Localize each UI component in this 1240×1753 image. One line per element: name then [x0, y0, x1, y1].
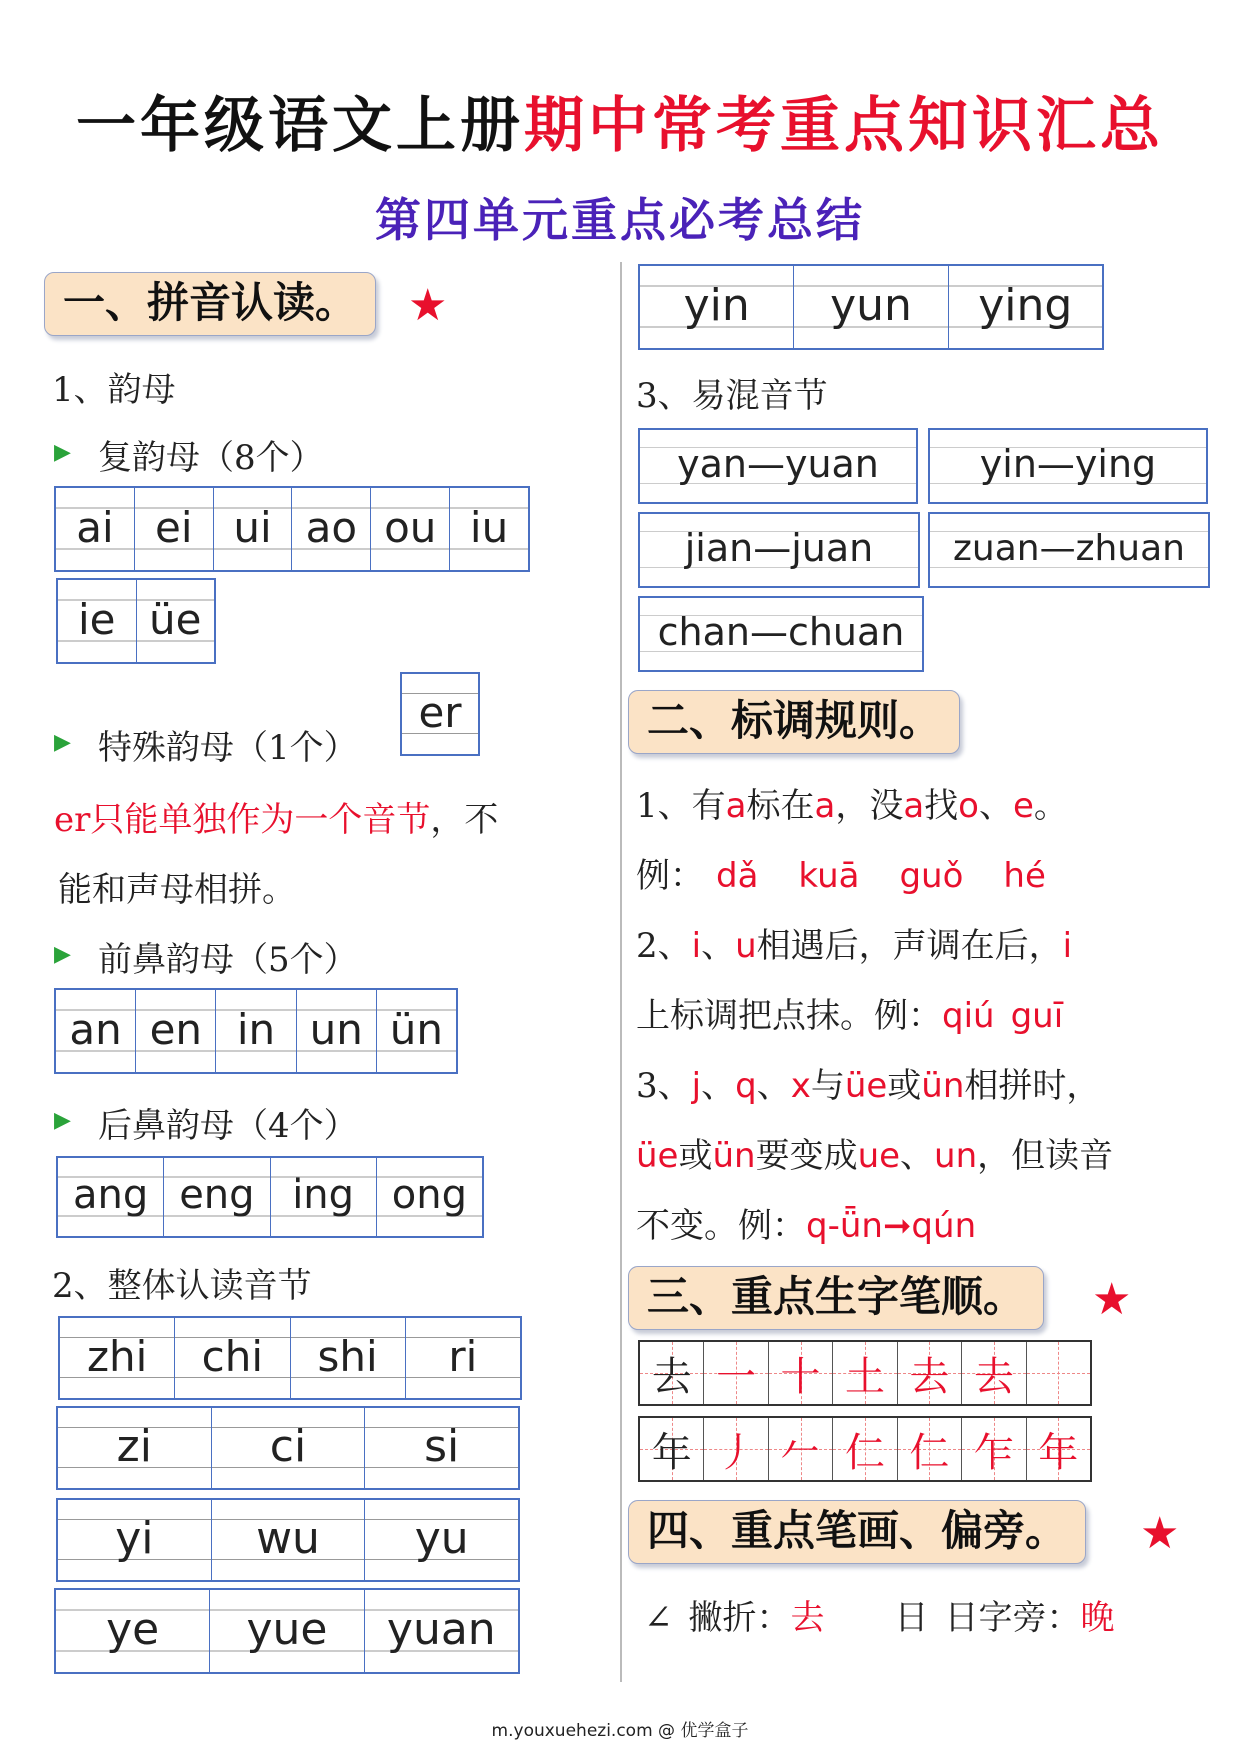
text: 日字旁：: [944, 1598, 1081, 1638]
pinyin-text: ri: [448, 1331, 478, 1381]
pinyin-text: si: [424, 1420, 460, 1472]
pinyin-text: ün: [389, 1004, 444, 1054]
pinyin-text: yue: [246, 1603, 328, 1655]
yihun-box: [928, 512, 1210, 588]
text: ue: [857, 1136, 901, 1176]
pinyin-cell: [58, 1408, 212, 1488]
star-icon: ★: [1140, 1508, 1180, 1559]
pinyin-cell: [175, 1318, 290, 1398]
star-icon: ★: [1092, 1274, 1132, 1325]
text: j: [691, 1066, 702, 1106]
fu-yunmu-row1: [54, 486, 530, 572]
grid-cell: [962, 1418, 1026, 1480]
pinyin-cell: [214, 488, 293, 570]
grid-cell: [640, 1418, 704, 1480]
text: 、: [701, 1066, 736, 1106]
pinyin-text: in: [236, 1004, 276, 1054]
text: 相拼时，: [964, 1066, 1101, 1106]
bishun-grid-nian: [638, 1416, 1092, 1482]
text: 不变。例：: [636, 1206, 806, 1246]
pinyin-text: ai: [76, 502, 114, 552]
pinyin-text: yin—ying: [979, 442, 1157, 486]
pinyin-cell: [212, 1408, 366, 1488]
text: qiú: [942, 996, 995, 1036]
character: 土: [844, 1353, 885, 1400]
grid-cell: [1027, 1342, 1090, 1404]
pinyin-text: ao: [305, 502, 358, 552]
rule-3-line3: [636, 1198, 976, 1247]
pinyin-text: chan—chuan: [657, 610, 905, 654]
text: hé: [1003, 856, 1046, 896]
zhengti-row2: [56, 1406, 520, 1490]
pinyin-cell: [297, 990, 377, 1072]
pinyin-text: un: [309, 1004, 363, 1054]
triangle-icon: ▶: [54, 730, 71, 755]
pinyin-cell: [135, 488, 214, 570]
text: a: [725, 786, 747, 826]
qian-bi-row: [54, 988, 458, 1074]
section-2-banner: 二、标调规则。: [628, 690, 960, 754]
text: x: [790, 1066, 811, 1106]
section-1-banner: 一、拼音认读。: [44, 272, 376, 336]
bishun-grid-qu: [638, 1340, 1092, 1406]
pinyin-cell: [371, 488, 450, 570]
pinyin-cell: [640, 430, 916, 502]
pinyin-cell: [56, 990, 136, 1072]
pinyin-text: shi: [317, 1331, 378, 1381]
grid-cell: [962, 1342, 1026, 1404]
ri-radical: 日: [894, 1598, 929, 1638]
pinyin-cell: [58, 1158, 164, 1236]
text: ün: [712, 1136, 756, 1176]
text: 相遇后，声调在后，: [756, 926, 1063, 966]
text: 。: [1033, 786, 1068, 826]
text: 去: [790, 1598, 825, 1638]
pinyin-cell: [136, 990, 216, 1072]
bihua-line: [644, 1590, 1115, 1639]
text: u: [735, 926, 757, 966]
pinyin-cell: [365, 1500, 518, 1580]
pinyin-cell: [58, 580, 137, 662]
pinyin-text: iu: [469, 502, 509, 552]
pinyin-cell: [216, 990, 296, 1072]
text: kuā: [798, 856, 860, 896]
pinyin-cell: [402, 674, 478, 754]
grid-cell: [769, 1342, 833, 1404]
text: 标在: [746, 786, 815, 826]
pinyin-cell: [406, 1318, 520, 1398]
pinyin-cell: [210, 1590, 364, 1672]
pinyin-cell: [365, 1408, 518, 1488]
text: 、: [701, 926, 736, 966]
yihun-box: [928, 428, 1208, 504]
pinyin-cell: [640, 514, 918, 586]
pinyin-cell: [164, 1158, 270, 1236]
text: ，没: [835, 786, 904, 826]
pinyin-cell: [292, 488, 371, 570]
pinyin-cell: [56, 1590, 210, 1672]
text: 、: [978, 786, 1013, 826]
text: 上标调把点抹。例：: [636, 996, 942, 1036]
fu-yunmu-row2: [56, 578, 216, 664]
text: 撇折：: [688, 1598, 791, 1638]
grid-cell: [704, 1418, 768, 1480]
grid-cell: [704, 1342, 768, 1404]
pinyin-cell: [60, 1318, 175, 1398]
text: e: [1012, 786, 1034, 826]
character: 丿: [716, 1429, 757, 1476]
text: q-ǖn➞qún: [806, 1206, 977, 1246]
grid-cell: [769, 1418, 833, 1480]
pinyin-text: ong: [391, 1172, 467, 1218]
zhengti-row4: [54, 1588, 520, 1674]
pinyin-text: yi: [115, 1512, 154, 1564]
pinyin-text: zi: [116, 1420, 152, 1472]
hou-bi-label: 后鼻韵母（4个）: [98, 1106, 358, 1146]
er-note-line1: [54, 792, 498, 841]
rule-3-line2: [636, 1128, 1113, 1177]
fu-yunmu-label: 复韵母（8个）: [98, 438, 324, 478]
pinyin-text: en: [149, 1004, 203, 1054]
qian-bi-label: 前鼻韵母（5个）: [98, 940, 358, 980]
pinyin-cell: [450, 488, 528, 570]
pinyin-cell: [377, 1158, 482, 1236]
pinyin-text: wu: [256, 1512, 320, 1564]
er-box: [400, 672, 480, 756]
text: a: [814, 786, 836, 826]
text: 3、: [636, 1066, 692, 1106]
pinyin-cell: [930, 514, 1208, 586]
text: ün: [921, 1066, 965, 1106]
character: 仁: [909, 1429, 950, 1476]
pinyin-cell: [930, 430, 1206, 502]
triangle-icon: ▶: [54, 942, 71, 967]
triangle-icon: ▶: [54, 1108, 71, 1133]
pinyin-text: yin: [683, 279, 750, 331]
er-note-line2: 能和声母相拼。: [58, 870, 296, 910]
pinyin-text: yun: [830, 279, 912, 331]
character: 年: [1038, 1429, 1079, 1476]
pinyin-text: ui: [233, 502, 272, 552]
character: 去: [973, 1353, 1014, 1400]
character: 乍: [973, 1429, 1014, 1476]
pinyin-text: yu: [414, 1512, 469, 1564]
pinyin-cell: [365, 1590, 518, 1672]
example-1: [636, 848, 1046, 897]
footer-watermark: m.youxuehezi.com @ 优学盒子: [491, 1721, 749, 1741]
text: dǎ: [716, 856, 759, 896]
character: 年: [651, 1429, 692, 1476]
pinyin-cell: [58, 1500, 212, 1580]
section-4-banner: 四、重点笔画、偏旁。: [628, 1500, 1086, 1564]
grid-cell: [898, 1418, 962, 1480]
star-icon: ★: [408, 280, 448, 331]
text: 或: [678, 1136, 713, 1176]
pinyin-text: ying: [978, 279, 1073, 331]
text: 或: [887, 1066, 922, 1106]
title-black: 一年级语文上册: [76, 91, 524, 161]
yunmu-heading: 1、韵母: [52, 370, 176, 410]
text: 例：: [636, 856, 704, 896]
pinyin-text: chi: [201, 1331, 264, 1381]
character: 十: [780, 1353, 821, 1400]
text: a: [903, 786, 925, 826]
text: ，但读音: [977, 1136, 1114, 1176]
pinyin-text: üe: [149, 594, 202, 644]
pinyin-cell: [212, 1500, 366, 1580]
zhengti-row1: [58, 1316, 522, 1400]
character: 去: [651, 1353, 692, 1400]
page-subtitle: 第四单元重点必考总结: [375, 193, 865, 247]
zhengti-heading: 2、整体认读音节: [52, 1266, 312, 1306]
text: 、: [900, 1136, 935, 1176]
pie-zhe-stroke: ∠: [644, 1598, 673, 1638]
pinyin-text: an: [69, 1004, 122, 1054]
text: 晚: [1080, 1598, 1115, 1638]
pinyin-text: eng: [179, 1172, 255, 1218]
title-red: 期中常考重点知识汇总: [524, 91, 1164, 161]
pinyin-text: zhi: [86, 1331, 148, 1381]
zhengti-row3: [56, 1498, 520, 1582]
zhengti-row5: [638, 264, 1104, 350]
character: 一: [716, 1353, 757, 1400]
text: 找: [924, 786, 959, 826]
pinyin-text: ang: [72, 1172, 149, 1218]
pinyin-cell: [291, 1318, 406, 1398]
yihun-box: [638, 596, 924, 672]
text: 、: [756, 1066, 791, 1106]
text: q: [735, 1066, 757, 1106]
text: un: [934, 1136, 978, 1176]
character: 𠂉: [780, 1429, 821, 1476]
pinyin-cell: [640, 266, 794, 348]
grid-cell: [640, 1342, 704, 1404]
grid-cell: [898, 1342, 962, 1404]
rule-2: [636, 918, 1072, 967]
er-note-red: er只能单独作为一个音节: [54, 800, 431, 840]
pinyin-text: zuan—zhuan: [953, 527, 1185, 569]
pinyin-cell: [640, 598, 922, 670]
pinyin-text: ei: [154, 502, 193, 552]
yihun-box: [638, 428, 918, 504]
pinyin-text: ye: [106, 1603, 160, 1655]
text: 1、有: [636, 786, 726, 826]
page-title: [0, 78, 1240, 164]
pinyin-cell: [377, 990, 456, 1072]
rule-1: [636, 778, 1068, 827]
er-note-tail: ，不: [430, 800, 499, 840]
text: guǒ: [899, 856, 964, 896]
character: 仁: [844, 1429, 885, 1476]
te-yunmu-label: 特殊韵母（1个）: [98, 728, 358, 768]
pinyin-cell: [56, 488, 135, 570]
rule-2-line2: [636, 988, 1063, 1037]
text: i: [691, 926, 702, 966]
grid-cell: [1027, 1418, 1090, 1480]
grid-cell: [833, 1342, 897, 1404]
pinyin-text: yan—yuan: [677, 442, 879, 486]
pinyin-cell: [137, 580, 215, 662]
text: üe: [636, 1136, 679, 1176]
pinyin-text: ing: [292, 1172, 355, 1218]
pinyin-cell: [794, 266, 948, 348]
pinyin-text: jian—juan: [684, 526, 874, 570]
pinyin-text: ie: [77, 594, 116, 644]
section-3-banner: 三、重点生字笔顺。: [628, 1266, 1044, 1330]
pinyin-text: yuan: [386, 1603, 496, 1655]
yihun-box: [638, 512, 920, 588]
text: üe: [844, 1066, 888, 1106]
pinyin-text: ci: [269, 1420, 307, 1472]
yihun-heading: 3、易混音节: [636, 376, 828, 416]
text: 2、: [636, 926, 692, 966]
column-divider: [620, 262, 622, 1682]
text: guī: [1010, 996, 1064, 1036]
text: 要变成: [755, 1136, 858, 1176]
pinyin-cell: [271, 1158, 377, 1236]
triangle-icon: ▶: [54, 440, 71, 465]
character: 去: [909, 1353, 950, 1400]
pinyin-cell: [949, 266, 1102, 348]
hou-bi-row: [56, 1156, 484, 1238]
rule-3: [636, 1058, 1100, 1107]
pinyin-text: ou: [384, 502, 437, 552]
text: o: [958, 786, 979, 826]
grid-cell: [833, 1418, 897, 1480]
text: 与: [810, 1066, 845, 1106]
pinyin-text: er: [418, 687, 462, 737]
text: i: [1062, 926, 1073, 966]
